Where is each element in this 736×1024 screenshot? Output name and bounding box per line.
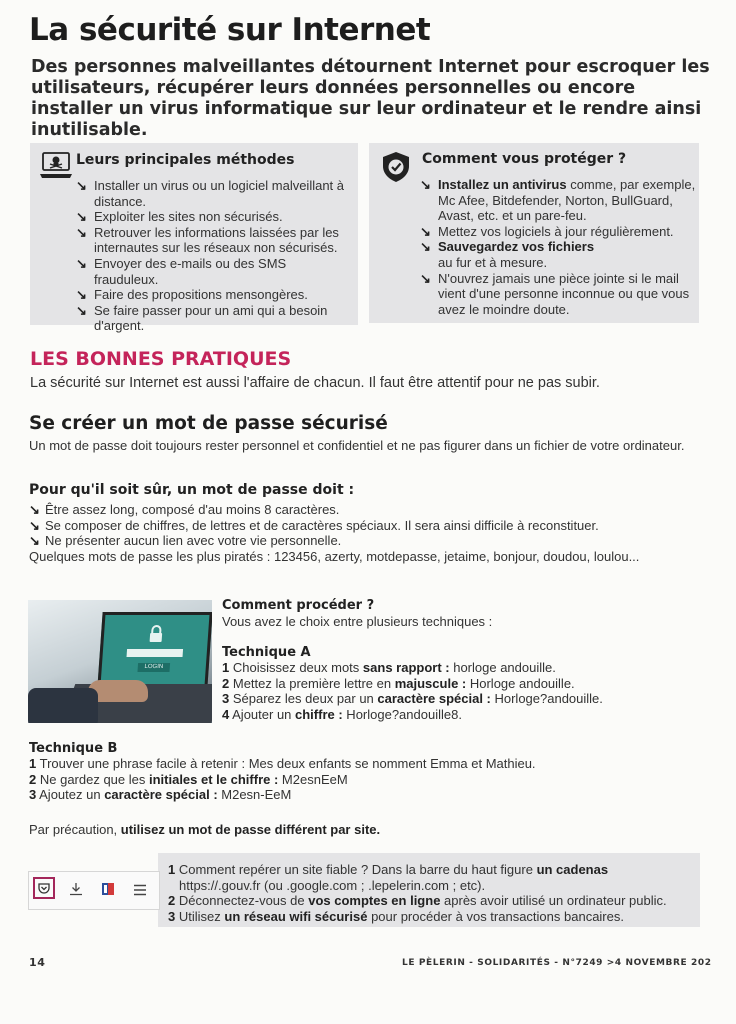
list-item: ↘ Ne présenter aucun lien avec votre vie personnelle. (29, 533, 342, 549)
technique-b-heading: Technique B (29, 741, 118, 756)
practices-heading: LES BONNES PRATIQUES (30, 348, 292, 370)
how-text: Vous avez le choix entre plusieurs techniques : (222, 614, 493, 629)
list-item: ↘ Mettez vos logiciels à jour régulièrement. (420, 223, 674, 239)
list-item: 2 Déconnectez-vous de vos comptes en ligne après avoir utilisé un ordinateur public. (168, 893, 667, 909)
page-title: La sécurité sur Internet (29, 12, 431, 48)
list-item: 1 Trouver une phrase facile à retenir : Mes deux enfants se nomment Emma et Mathieu. (29, 756, 536, 771)
list-item: ↘ Installez un antivirus comme, par exemple, Mc Afee, Bitdefender, Norton, BullGuard, Avast, etc. et un pare-feu. (420, 177, 696, 224)
protect-heading: Comment vous protéger ? (422, 151, 627, 167)
list-item: ↘ Être assez long, composé d'au moins 8 caractères. (29, 502, 340, 517)
list-item: ↘ Exploiter les sites non sécurisés. (76, 209, 283, 225)
how-heading: Comment procéder ? (222, 598, 375, 613)
list-item: ↘ Se composer de chiffres, de lettres et de caractères spéciaux. Il sera ainsi difficile à reconstituer. (29, 517, 599, 533)
list-item: 3 Ajoutez un caractère spécial : M2esn-EeM (29, 787, 292, 803)
list-item: ↘ N'ouvrez jamais une pièce jointe si le mail vient d'une personne inconnue ou que vous avez le moindre doute. (420, 270, 690, 317)
laptop-photo (28, 600, 212, 723)
list-item: ↘ Envoyer des e-mails ou des SMS frauduleux. (76, 255, 287, 287)
list-item: ↘ Sauvegardez vos fichiers au fur et à mesure. (420, 239, 595, 270)
caution-text: Par précaution, utilisez un mot de passe différent par site. (29, 822, 381, 837)
pocket-icon[interactable] (33, 877, 55, 899)
page-number: 14 (29, 956, 46, 969)
methods-list (76, 178, 348, 334)
laptop-screen (97, 612, 212, 688)
list-item: 3 Utilisez un réseau wifi sécurisé pour procéder à vos transactions bancaires. (168, 908, 624, 924)
list-item: ↘ Retrouver les informations laissées par les internautes sur les réseaux non sécurisés. (76, 224, 339, 256)
practices-text: La sécurité sur Internet est aussi l'affaire de chacun. Il faut être attentif pour ne pas subir. (30, 375, 600, 391)
list-item: ↘ Se faire passer pour un ami qui a besoin d'argent. (76, 302, 328, 334)
browser-toolbar (28, 871, 160, 910)
password-field (127, 649, 184, 657)
menu-icon[interactable] (133, 883, 147, 901)
technique-a-steps (222, 660, 722, 722)
intro-paragraph: Des personnes malveillantes détournent Internet pour escroquer les utilisateurs, récupérer leurs données personnelles ou encore installer un virus informatique sur leur ordinateur et le rendre ainsi inutilisable. (31, 57, 710, 140)
protect-list (420, 177, 696, 317)
list-item: 3 Séparez les deux par un caractère spécial : Horloge?andouille. (222, 691, 603, 707)
must-heading: Pour qu'il soit sûr, un mot de passe doit : (29, 482, 355, 498)
technique-a-heading: Technique A (222, 645, 311, 660)
list-item: ↘ Installer un virus ou un logiciel malveillant à distance. (76, 178, 345, 209)
tips-list (168, 862, 696, 924)
library-icon[interactable] (101, 882, 115, 901)
padlock-icon (147, 625, 165, 648)
hacker-laptop-icon (40, 150, 72, 185)
list-item: 1 Comment repérer un site fiable ? Dans la barre du haut figure un cadenas (168, 862, 609, 877)
list-item: 2 Ne gardez que les initiales et le chiffre : M2esnEeM (29, 771, 348, 787)
protect-box (369, 143, 699, 323)
list-item: 2 Mettez la première lettre en majuscule : Horloge andouille. (222, 675, 575, 691)
list-item: 1 Choisissez deux mots sans rapport : horloge andouille. (222, 660, 556, 675)
list-item: https://.gouv.fr (ou .google.com ; .lepelerin.com ; etc). (179, 877, 486, 893)
list-item: ↘ Faire des propositions mensongères. (76, 287, 308, 303)
must-list (29, 502, 719, 549)
methods-box (30, 143, 358, 334)
login-button: LOGIN (137, 663, 170, 672)
download-icon[interactable] (69, 882, 83, 901)
technique-b-steps (29, 756, 719, 803)
footer-source: LE PÈLERIN - SOLIDARITÉS - N°7249 >4 NOVEMBRE 202 (402, 958, 712, 968)
password-heading: Se créer un mot de passe sécurisé (29, 413, 388, 434)
sleeve (28, 688, 98, 723)
methods-heading: Leurs principales méthodes (76, 152, 295, 168)
hacked-passwords: Quelques mots de passe les plus piratés : 123456, azerty, motdepasse, jetaime, bonjour, doudou, loulou... (29, 549, 640, 564)
shield-check-icon (381, 151, 411, 188)
password-text: Un mot de passe doit toujours rester personnel et confidentiel et ne pas figurer dans un fichier de votre ordinateur. (29, 438, 685, 453)
list-item: 4 Ajouter un chiffre : Horloge?andouille8. (222, 706, 462, 722)
